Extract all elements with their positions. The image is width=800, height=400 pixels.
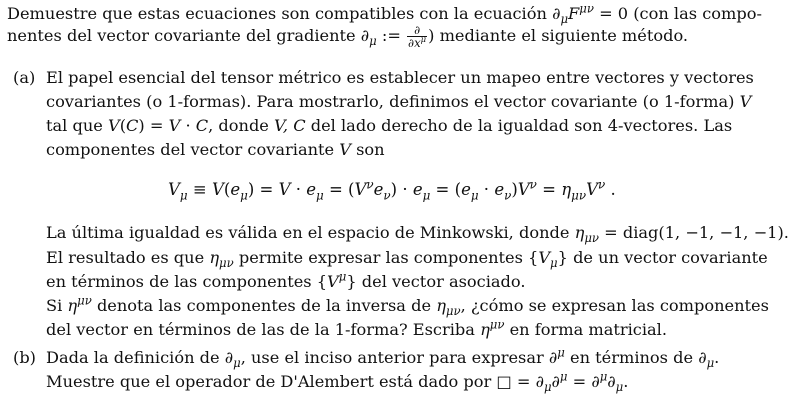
part-a-line-9: del vector en términos de las de la 1-forma? Escriba $\eta^{\mu\nu}$ en forma matricial.	[46, 317, 668, 339]
part-b-line-2: Muestre que el operador de D'Alembert está dado por □ = $\partial_\mu\partial^\mu = \partial^\mu\partial_\mu$.	[46, 369, 629, 395]
part-b-marker: (b)	[13, 348, 36, 367]
part-a-line-1: El papel esencial del tensor métrico es establecer un mapeo entre vectores y vectores	[46, 68, 754, 87]
part-b-line-1: Dada la definición de $\partial_\mu$, use el inciso anterior para expresar ∂$^\mu$ en términos de $\partial_\mu$.	[46, 345, 720, 371]
part-a-line-2: covariantes (o 1-formas). Para mostrarlo, definimos el vector covariante (o 1-forma) V	[46, 92, 752, 111]
part-a-line-7: en términos de las componentes $\{V^\mu\}$ del vector asociado.	[46, 269, 526, 291]
intro-line-1: Demuestre que estas ecuaciones son compatibles con la ecuación $\partial_\mu F^{\mu\nu} = 0$ (con las compo-	[7, 1, 762, 27]
covariant-components-equation: $V_\mu \equiv V(e_\mu) = V \cdot e_\mu = (V^\nu e_\nu) \cdot e_\mu = (e_\mu \cdot e_\nu)V^\nu = \eta_{\mu\nu}V^\nu$ .	[168, 177, 616, 203]
partial-derivative-fraction: $\frac{\partial}{\partial x^\mu}$	[408, 23, 427, 51]
part-a-line-5: La última igualdad es válida en el espacio de Minkowski, donde $\eta_{\mu\nu}$ = diag(1, −1, −1, −1).	[46, 223, 789, 246]
intro-line-2: nentes del vector covariante del gradiente $\partial_\mu$ := $\frac{\partial}{\partial x^\mu}$ ) mediante el siguiente método.	[7, 23, 689, 51]
part-a-line-4: componentes del vector covariante V son	[46, 140, 385, 159]
part-a-line-3: tal que V(C) = V · C, donde V, C del lado derecho de la igualdad son 4-vectores. Las	[46, 116, 733, 135]
part-a-line-6: El resultado es que $\eta_{\mu\nu}$ permite expresar las componentes $\{V_\mu\}$ de un vector covariante	[46, 248, 768, 271]
part-a-marker: (a)	[13, 68, 36, 87]
part-a-line-8: Si $\eta^{\mu\nu}$ denota las componentes de la inversa de $\eta_{\mu\nu}$, ¿cómo se expresan las componentes	[46, 293, 769, 319]
